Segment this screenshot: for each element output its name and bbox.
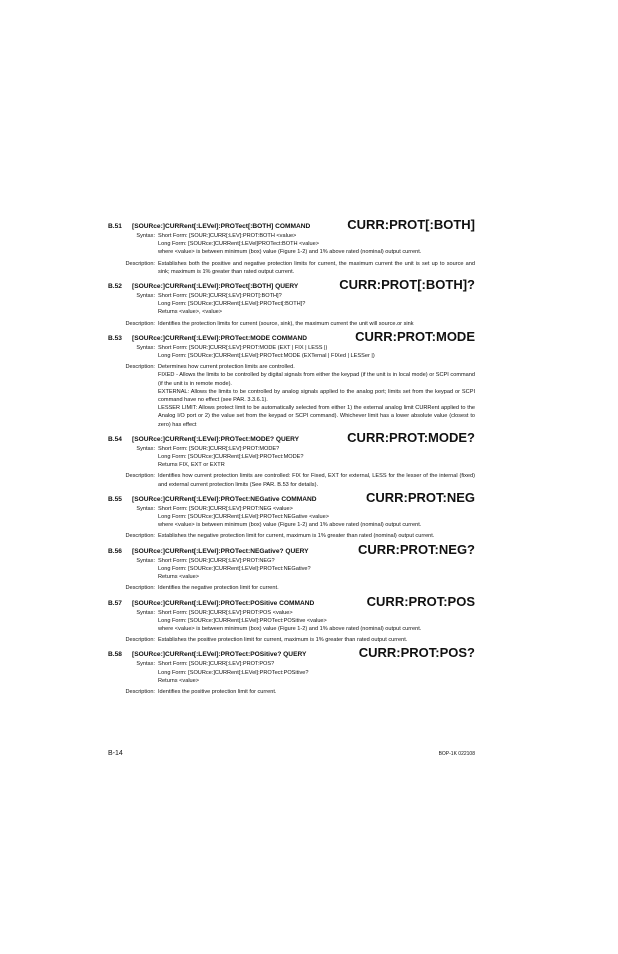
syntax-line: where <value> is between minimum (box) value (Figure 1-2) and 1% above rated (nominal) output current. bbox=[158, 625, 422, 632]
syntax-line: Short Form: [SOUR:]CURR[:LEV]:PROT[:BOTH]? bbox=[158, 293, 282, 300]
section-heading bbox=[108, 541, 475, 557]
description-line: Determines how current protection limits are controlled. bbox=[158, 364, 295, 371]
scpi-command-mnemonic: CURR:PROT:NEG bbox=[365, 489, 475, 505]
syntax-line: Long Form: [SOURce:]CURRent[:LEVel]:PROTect:POSitive <value> bbox=[158, 617, 327, 624]
command-section bbox=[108, 541, 475, 593]
section-heading bbox=[108, 644, 475, 660]
syntax-line: Returns <value> bbox=[158, 574, 200, 581]
syntax-label: Syntax: bbox=[136, 233, 155, 239]
description-label: Description: bbox=[125, 320, 155, 327]
scpi-command-mnemonic: CURR:PROT[:BOTH]? bbox=[339, 277, 475, 293]
syntax-line: Long Form: [SOURce:]CURRent[:LEVel]:PROTect:NEGative <value> bbox=[158, 514, 329, 521]
description-line: Identifies the positive protection limit for current. bbox=[158, 688, 277, 695]
section-title: [SOURce:]CURRent[:LEVel]:PROTect:POSitive COMMAND bbox=[132, 599, 315, 607]
description-line: LESSER LIMIT: Allows protect limit to be automatically selected from either 1) the external analog limit CURRent applied to the Analog I/O port or 2) the value set from the keypad or SCPI command). Whichever limit has a lower absolute value (closest to zero) has effect bbox=[158, 405, 475, 428]
document-body bbox=[108, 216, 475, 696]
description-label: Description: bbox=[125, 688, 155, 695]
syntax-line: where <value> is between minimum (box) value (Figure 1-2) and 1% above rated (nominal) output current. bbox=[158, 249, 422, 256]
command-section bbox=[108, 489, 475, 541]
command-section bbox=[108, 429, 475, 489]
section-number: B.56 bbox=[108, 547, 122, 555]
syntax bbox=[108, 505, 475, 530]
syntax-line: Short Form: [SOUR:]CURR[:LEV]:PROT:MODE (EXT | FIX | LESS |) bbox=[158, 344, 328, 351]
section-heading bbox=[108, 593, 475, 609]
section-title: [SOURce:]CURRent[:LEVel]:PROTect:MODE COMMAND bbox=[132, 334, 307, 342]
syntax bbox=[108, 292, 475, 317]
description-label: Description: bbox=[125, 637, 155, 644]
scpi-command-mnemonic: CURR:PROT:MODE bbox=[355, 328, 475, 344]
scpi-command-mnemonic: CURR:PROT:MODE? bbox=[347, 429, 475, 445]
command-section bbox=[108, 276, 475, 328]
description-line: Identifies how current protection limits are controlled: FIX for Fixed, EXT for external, LESS for the lesser of the internal (fixed) and external current protection limits (See PAR. B.53 for details). bbox=[158, 473, 475, 488]
section-number: B.54 bbox=[108, 435, 122, 443]
syntax-line: Short Form: [SOUR:]CURR[:LEV]:PROT:NEG? bbox=[158, 557, 275, 564]
section-title: [SOURce:]CURRent[:LEVel]:PROTect:NEGative? QUERY bbox=[132, 547, 309, 555]
syntax-line: Returns FIX, EXT or EXTR bbox=[158, 462, 225, 469]
section-number: B.58 bbox=[108, 651, 122, 659]
syntax-label: Syntax: bbox=[136, 609, 155, 616]
scpi-command-mnemonic: CURR:PROT:POS? bbox=[358, 645, 475, 661]
section-heading bbox=[108, 276, 475, 292]
command-section bbox=[108, 328, 475, 429]
section-title: [SOURce:]CURRent[:LEVel]:PROTect:MODE? QUERY bbox=[132, 435, 300, 443]
section-number: B.52 bbox=[108, 283, 122, 291]
syntax-line: Short Form: [SOUR:]CURR[:LEV]:PROT:POS? bbox=[158, 661, 275, 668]
syntax bbox=[108, 344, 475, 360]
syntax bbox=[108, 445, 475, 470]
description-line: Establishes the positive protection limit for current, maximum is 1% greater than rated output current. bbox=[158, 637, 408, 644]
scpi-command-mnemonic: CURR:PROT:NEG? bbox=[358, 541, 475, 557]
syntax-line: Long Form: [SOURce:]CURRent[:LEVel]:PROTect:POSitive? bbox=[158, 669, 309, 676]
syntax bbox=[108, 557, 475, 582]
syntax-label: Syntax: bbox=[136, 445, 155, 452]
syntax bbox=[108, 609, 475, 634]
section-number: B.57 bbox=[108, 599, 122, 607]
description bbox=[108, 688, 475, 696]
description bbox=[108, 260, 475, 276]
scpi-command-mnemonic: CURR:PROT:POS bbox=[366, 593, 475, 609]
syntax-line: Returns <value> bbox=[158, 677, 200, 684]
description-label: Description: bbox=[125, 585, 155, 592]
description-label: Description: bbox=[125, 364, 155, 371]
page-number: B-14 bbox=[108, 750, 123, 757]
syntax-line: Short Form: [SOUR:]CURR[:LEV]:PROT:BOTH <value> bbox=[158, 233, 297, 239]
section-heading bbox=[108, 216, 475, 232]
section-heading bbox=[108, 429, 475, 445]
section-number: B.51 bbox=[108, 223, 122, 230]
syntax-line: Returns <value>, <value> bbox=[158, 309, 223, 316]
syntax-line: Short Form: [SOUR:]CURR[:LEV]:PROT:MODE? bbox=[158, 445, 280, 452]
syntax-line: Long Form: [SOURce:]CURRent[:LEVel]:PROTect:MODE? bbox=[158, 454, 304, 461]
description bbox=[108, 320, 475, 328]
syntax-line: Long Form: [SOURce:]CURRent[:LEVel]:PROTect[:BOTH]? bbox=[158, 301, 306, 308]
syntax bbox=[108, 660, 475, 685]
syntax-label: Syntax: bbox=[136, 557, 155, 564]
section-heading bbox=[108, 328, 475, 344]
syntax-line: Long Form: [SOURce:]CURRent[:LEVel]PROTect:BOTH <value> bbox=[158, 241, 320, 248]
description-label: Description: bbox=[125, 473, 155, 480]
description-line: FIXED - Allows the limits to be controlled by digital signals from either the keypad (if the unit is in local mode) or SCPI command (if the unit is in remote mode). bbox=[158, 372, 475, 387]
syntax-label: Syntax: bbox=[136, 505, 155, 512]
command-section bbox=[108, 644, 475, 696]
page-footer bbox=[108, 750, 475, 762]
scpi-command-mnemonic: CURR:PROT[:BOTH] bbox=[347, 217, 475, 232]
syntax-line: Long Form: [SOURce:]CURRent[:LEVel]:PROTect:NEGative? bbox=[158, 565, 311, 572]
section-number: B.55 bbox=[108, 495, 122, 503]
description bbox=[108, 363, 475, 429]
description-label: Description: bbox=[125, 533, 155, 540]
syntax-label: Syntax: bbox=[136, 344, 155, 351]
section-title: [SOURce:]CURRent[:LEVel]:PROTect[:BOTH] COMMAND bbox=[132, 223, 311, 230]
syntax-label: Syntax: bbox=[136, 661, 155, 668]
syntax-line: where <value> is between minimum (box) value (Figure 1-2) and 1% above rated (nominal) output current. bbox=[158, 522, 422, 529]
section-title: [SOURce:]CURRent[:LEVel]:PROTect:POSitive? QUERY bbox=[132, 651, 307, 659]
section-number: B.53 bbox=[108, 334, 122, 342]
description-line: Establishes both the positive and negative protection limits for current, the maximum current the unit is set up to source and sink; maximum is 1% greater than rated output current. bbox=[158, 260, 475, 275]
syntax-line: Long Form: [SOURce:]CURRent[:LEVel]:PROTect:MODE (EXTernal | FIXed | LESSer |) bbox=[158, 353, 375, 360]
section-heading bbox=[108, 489, 475, 505]
syntax bbox=[108, 232, 475, 257]
description-line: EXTERNAL: Allows the limits to be controlled by analog signals applied to the analog port; limits set from the keypad or SCPI command have no effect (see PAR. 3.3.6.1). bbox=[158, 388, 475, 404]
section-title: [SOURce:]CURRent[:LEVel]:PROTect[:BOTH] QUERY bbox=[132, 283, 299, 291]
description bbox=[108, 584, 475, 592]
description bbox=[108, 636, 475, 644]
document-id: BOP-1K 022108 bbox=[438, 751, 475, 757]
syntax-line: Short Form: [SOUR:]CURR[:LEV]:PROT:POS <value> bbox=[158, 609, 293, 616]
syntax-line: Short Form: [SOUR:]CURR[:LEV]:PROT:NEG <value> bbox=[158, 505, 293, 512]
description-line: Identifies the negative protection limit for current. bbox=[158, 585, 279, 592]
description-line: Identifies the protection limits for current (source, sink), the maximum current the unit will source.or sink bbox=[158, 320, 414, 327]
description bbox=[108, 472, 475, 488]
command-section bbox=[108, 593, 475, 645]
section-title: [SOURce:]CURRent[:LEVel]:PROTect:NEGative COMMAND bbox=[132, 495, 317, 503]
description-line: Establishes the negative protection limit for current, maximum is 1% greater than rated (nominal) output current. bbox=[158, 533, 435, 540]
syntax-label: Syntax: bbox=[136, 293, 155, 300]
description-label: Description: bbox=[125, 260, 155, 267]
description bbox=[108, 532, 475, 540]
command-section bbox=[108, 216, 475, 276]
